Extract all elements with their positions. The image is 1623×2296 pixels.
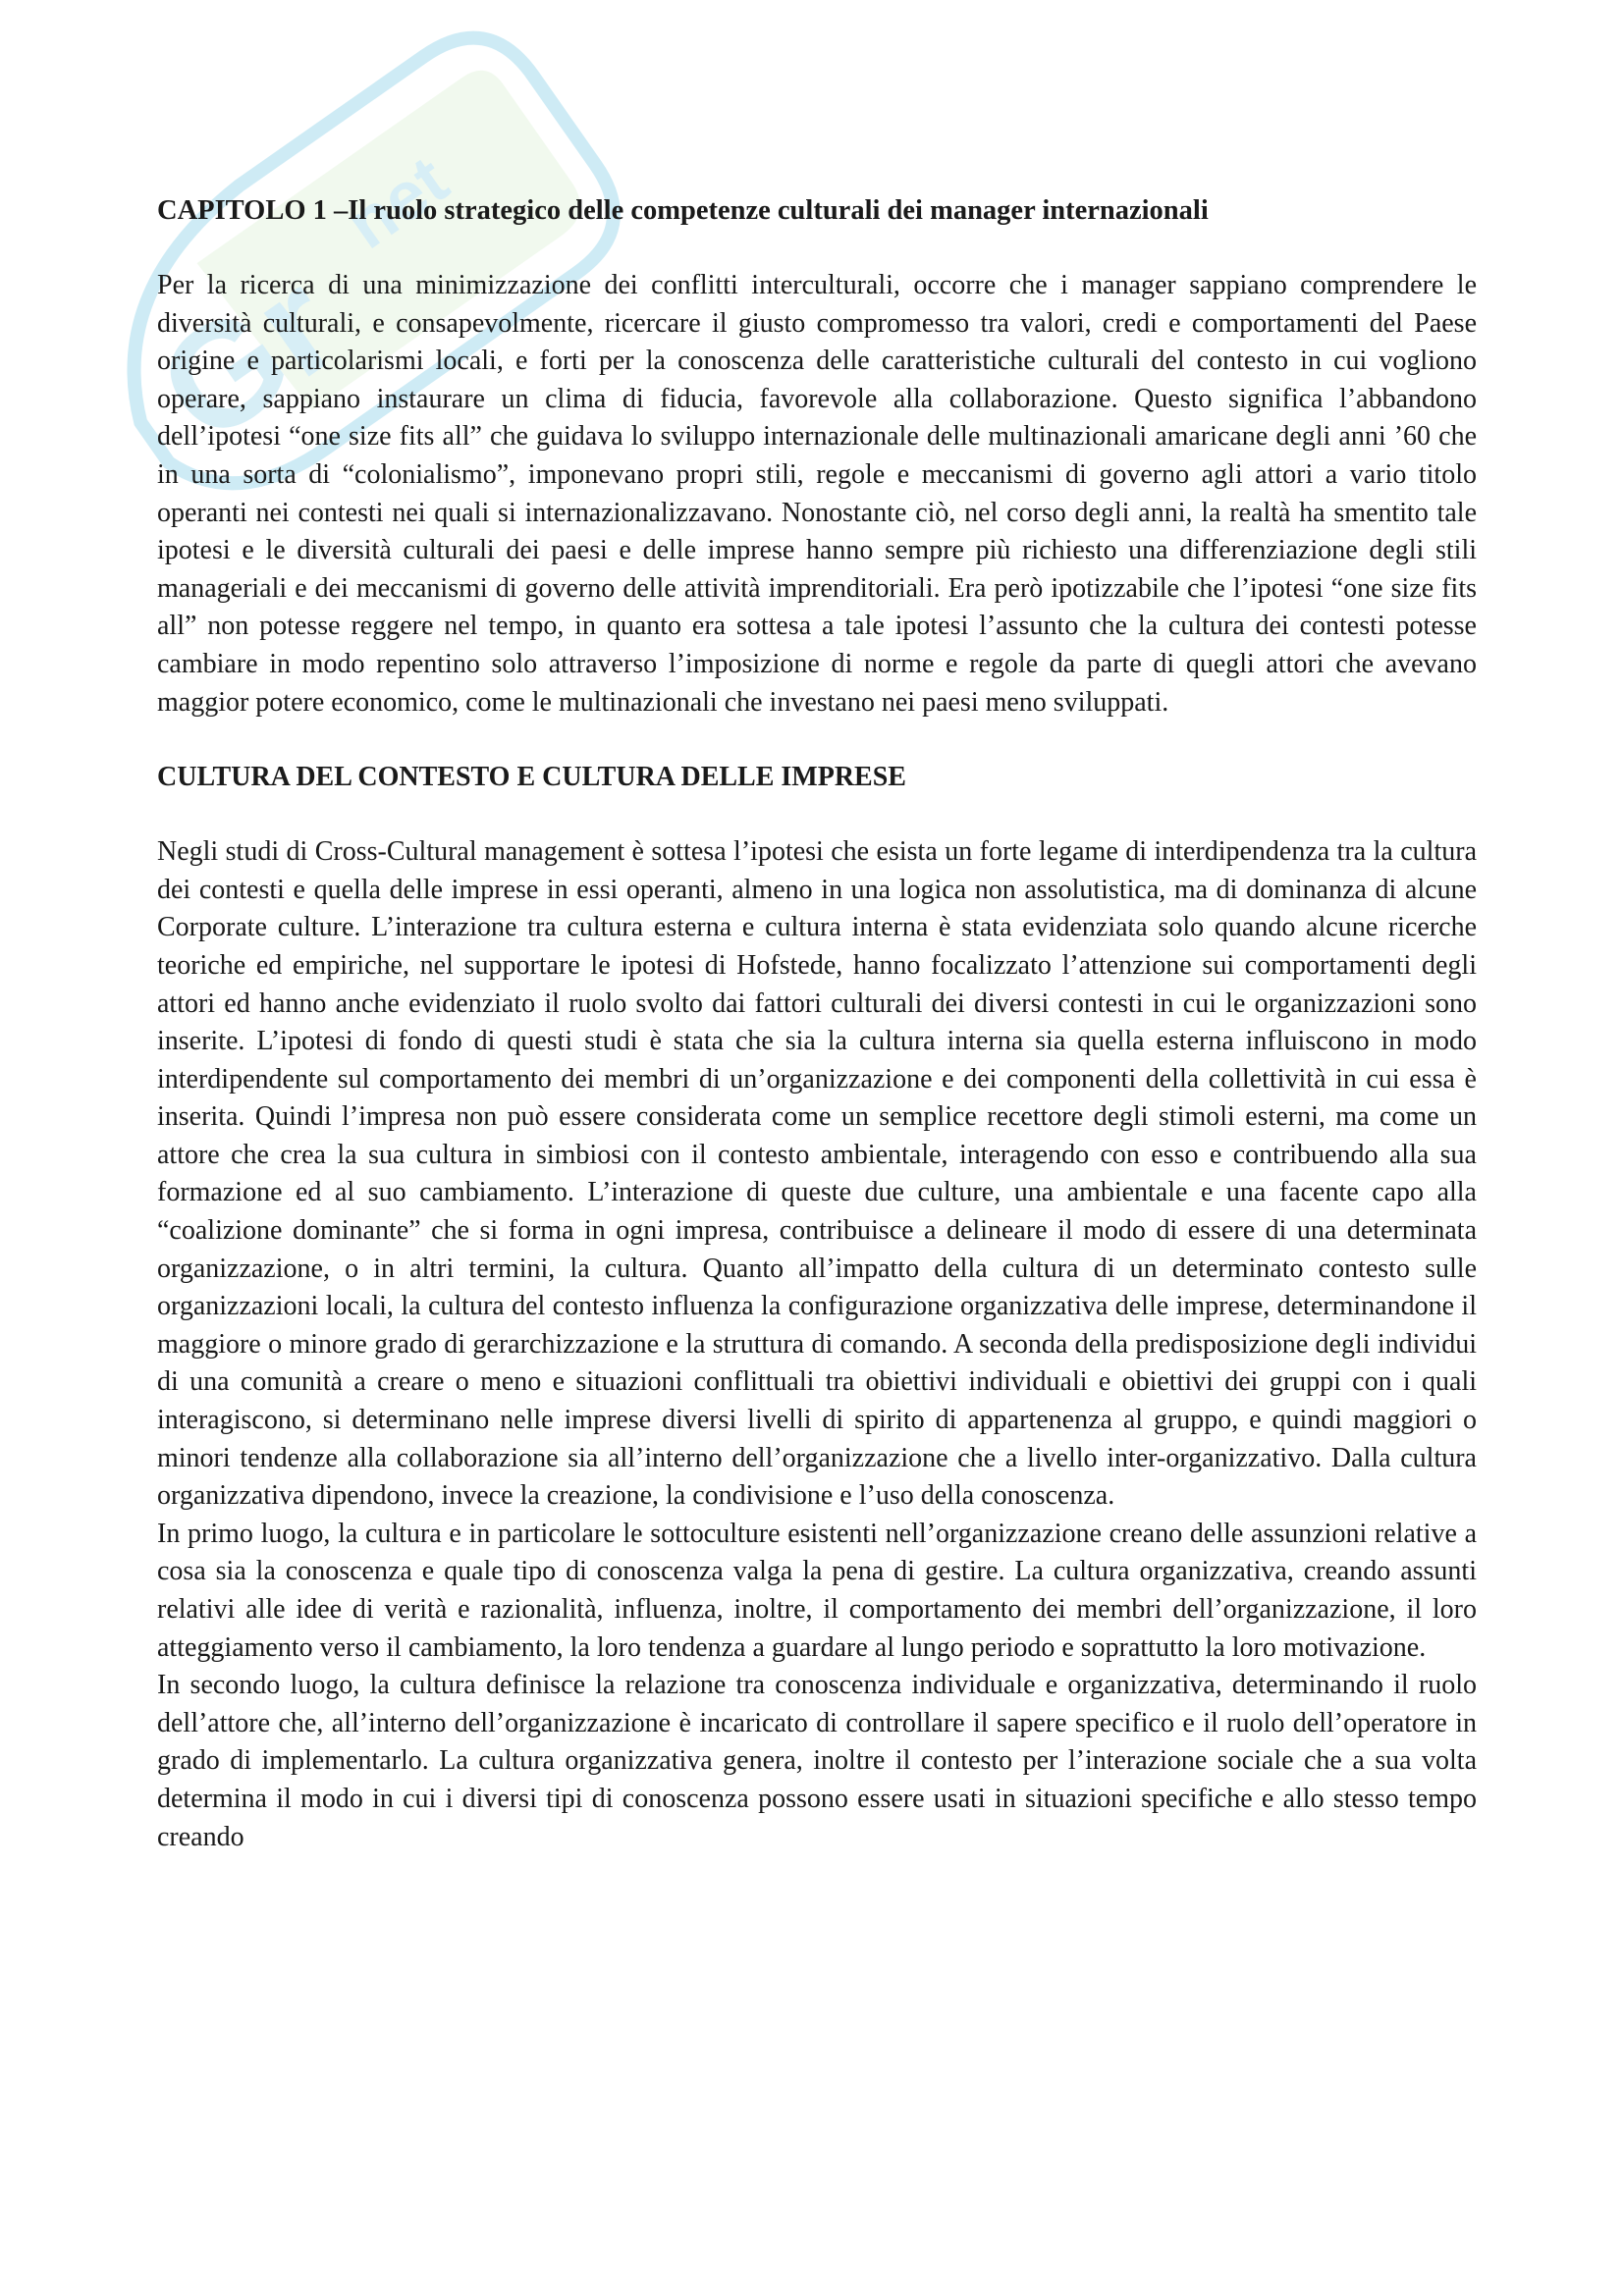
svg-text:net: net [332,140,461,264]
document-page [157,192,1477,1856]
paragraph-first-point: In primo luogo, la cultura e in particolare le sottoculture esistenti nell’organizzazione creano delle assunzioni relative a cosa sia la conoscenza e quale tipo di conoscenza valga la pena di gestire. La cultura organizzativa, creando assunti relativi alle idee di verità e razionalità, influenza, inoltre, il comportamento dei membri dell’organizzazione, il loro atteggiamento verso il cambiamento, la loro tendenza a guardare al lungo periodo e soprattutto la loro motivazione. [157,1518,1477,1663]
chapter-title: CAPITOLO 1 –Il ruolo strategico delle competenze culturali dei manager internazionali [157,195,1209,226]
paragraph-second-point: In secondo luogo, la cultura definisce la relazione tra conoscenza individuale e organizzativa, determinando il ruolo dell’attore che, all’interno dell’organizzazione è incaricato di controllare il sapere specifico e il ruolo dell’operatore in grado di implementarlo. La cultura organizzativa genera, inoltre il contesto per l’interazione sociale che a sua volta determina il modo in cui i diversi tipi di conoscenza possono essere usati in situazioni specifiche e allo stesso tempo creando [157,1670,1477,1852]
paragraph-intro: Per la ricerca di una minimizzazione dei conflitti interculturali, occorre che i manager sappiano comprendere le diversità culturali, e consapevolmente, ricercare il giusto compromesso tra valori, credi e comportamenti del Paese origine e particolarismi locali, e forti per la conoscenza delle caratteristiche culturali del contesto in cui vogliono operare, sappiano instaurare un clima di fiducia, favorevole alla collaborazione. Questo significa l’abbandono dell’ipotesi “one size fits all” che guidava lo sviluppo internazionale delle multinazionali amaricane degli anni ’60 che in una sorta di “colonialismo”, imponevano propri stili, regole e meccanismi di governo agli attori a vario titolo operanti nei contesti nei quali si internazionalizzavano. Nonostante ciò, nel corso degli anni, la realtà ha smentito tale ipotesi e le diversità culturali dei paesi e delle imprese hanno sempre più richiesto una differenziazione degli stili manageriali e dei meccanismi di governo delle attività imprenditoriali. Era però ipotizzabile che l’ipotesi “one size fits all” non potesse reggere nel tempo, in quanto era sottesa a tale ipotesi l’assunto che la cultura dei contesti potesse cambiare in modo repentino solo attraverso l’imposizione di norme e regole da parte di quegli attori che avevano maggior potere economico, come le multinazionali che investano nei paesi meno sviluppati. [157,270,1477,718]
paragraph-context: Negli studi di Cross-Cultural management è sottesa l’ipotesi che esista un forte legame di interdipendenza tra la cultura dei contesti e quella delle imprese in essi operanti, almeno in una logica non assolutistica, ma di dominanza di alcune Corporate culture. L’interazione tra cultura esterna e cultura interna è stata evidenziata solo quando alcune ricerche teoriche ed empiriche, nel supportare le ipotesi di Hofstede, hanno focalizzato l’attenzione sui comportamenti degli attori ed hanno anche evidenziato il ruolo svolto dai fattori culturali dei diversi contesti in cui le organizzazioni sono inserite. L’ipotesi di fondo di questi studi è stata che sia la cultura interna sia quella esterna influiscono in modo interdipendente sul comportamento dei membri di un’organizzazione e dei componenti della collettività in cui essa è inserita. Quindi l’impresa non può essere considerata come un semplice recettore degli stimoli esterni, ma come un attore che crea la sua cultura in simbiosi con il contesto ambientale, interagendo con esso e contribuendo alla sua formazione ed al suo cambiamento. L’interazione di queste due culture, una ambientale e una facente capo alla “coalizione dominante” che si forma in ogni impresa, contribuisce a delineare il modo di essere di una determinata organizzazione, o in altri termini, la cultura. Quanto all’impatto della cultura di un determinato contesto sulle organizzazioni locali, la cultura del contesto influenza la configurazione organizzativa delle imprese, determinandone il maggiore o minore grado di gerarchizzazione e la struttura di comando. A seconda della predisposizione degli individui di una comunità a creare o meno e situazioni conflittuali tra obiettivi individuali e obiettivi dei gruppi con i quali interagiscono, si determinano nelle imprese diversi livelli di spirito di appartenenza al gruppo, e quindi maggiori o minori tendenze alla collaborazione sia all’interno dell’organizzazione che a livello inter-organizzativo. Dalla cultura organizzativa dipendono, invece la creazione, la condivisione e l’uso della conoscenza. [157,836,1477,1512]
section-title: CULTURA DEL CONTESTO E CULTURA DELLE IMPRESE [157,762,906,793]
svg-text:Gr: Gr [130,240,366,474]
